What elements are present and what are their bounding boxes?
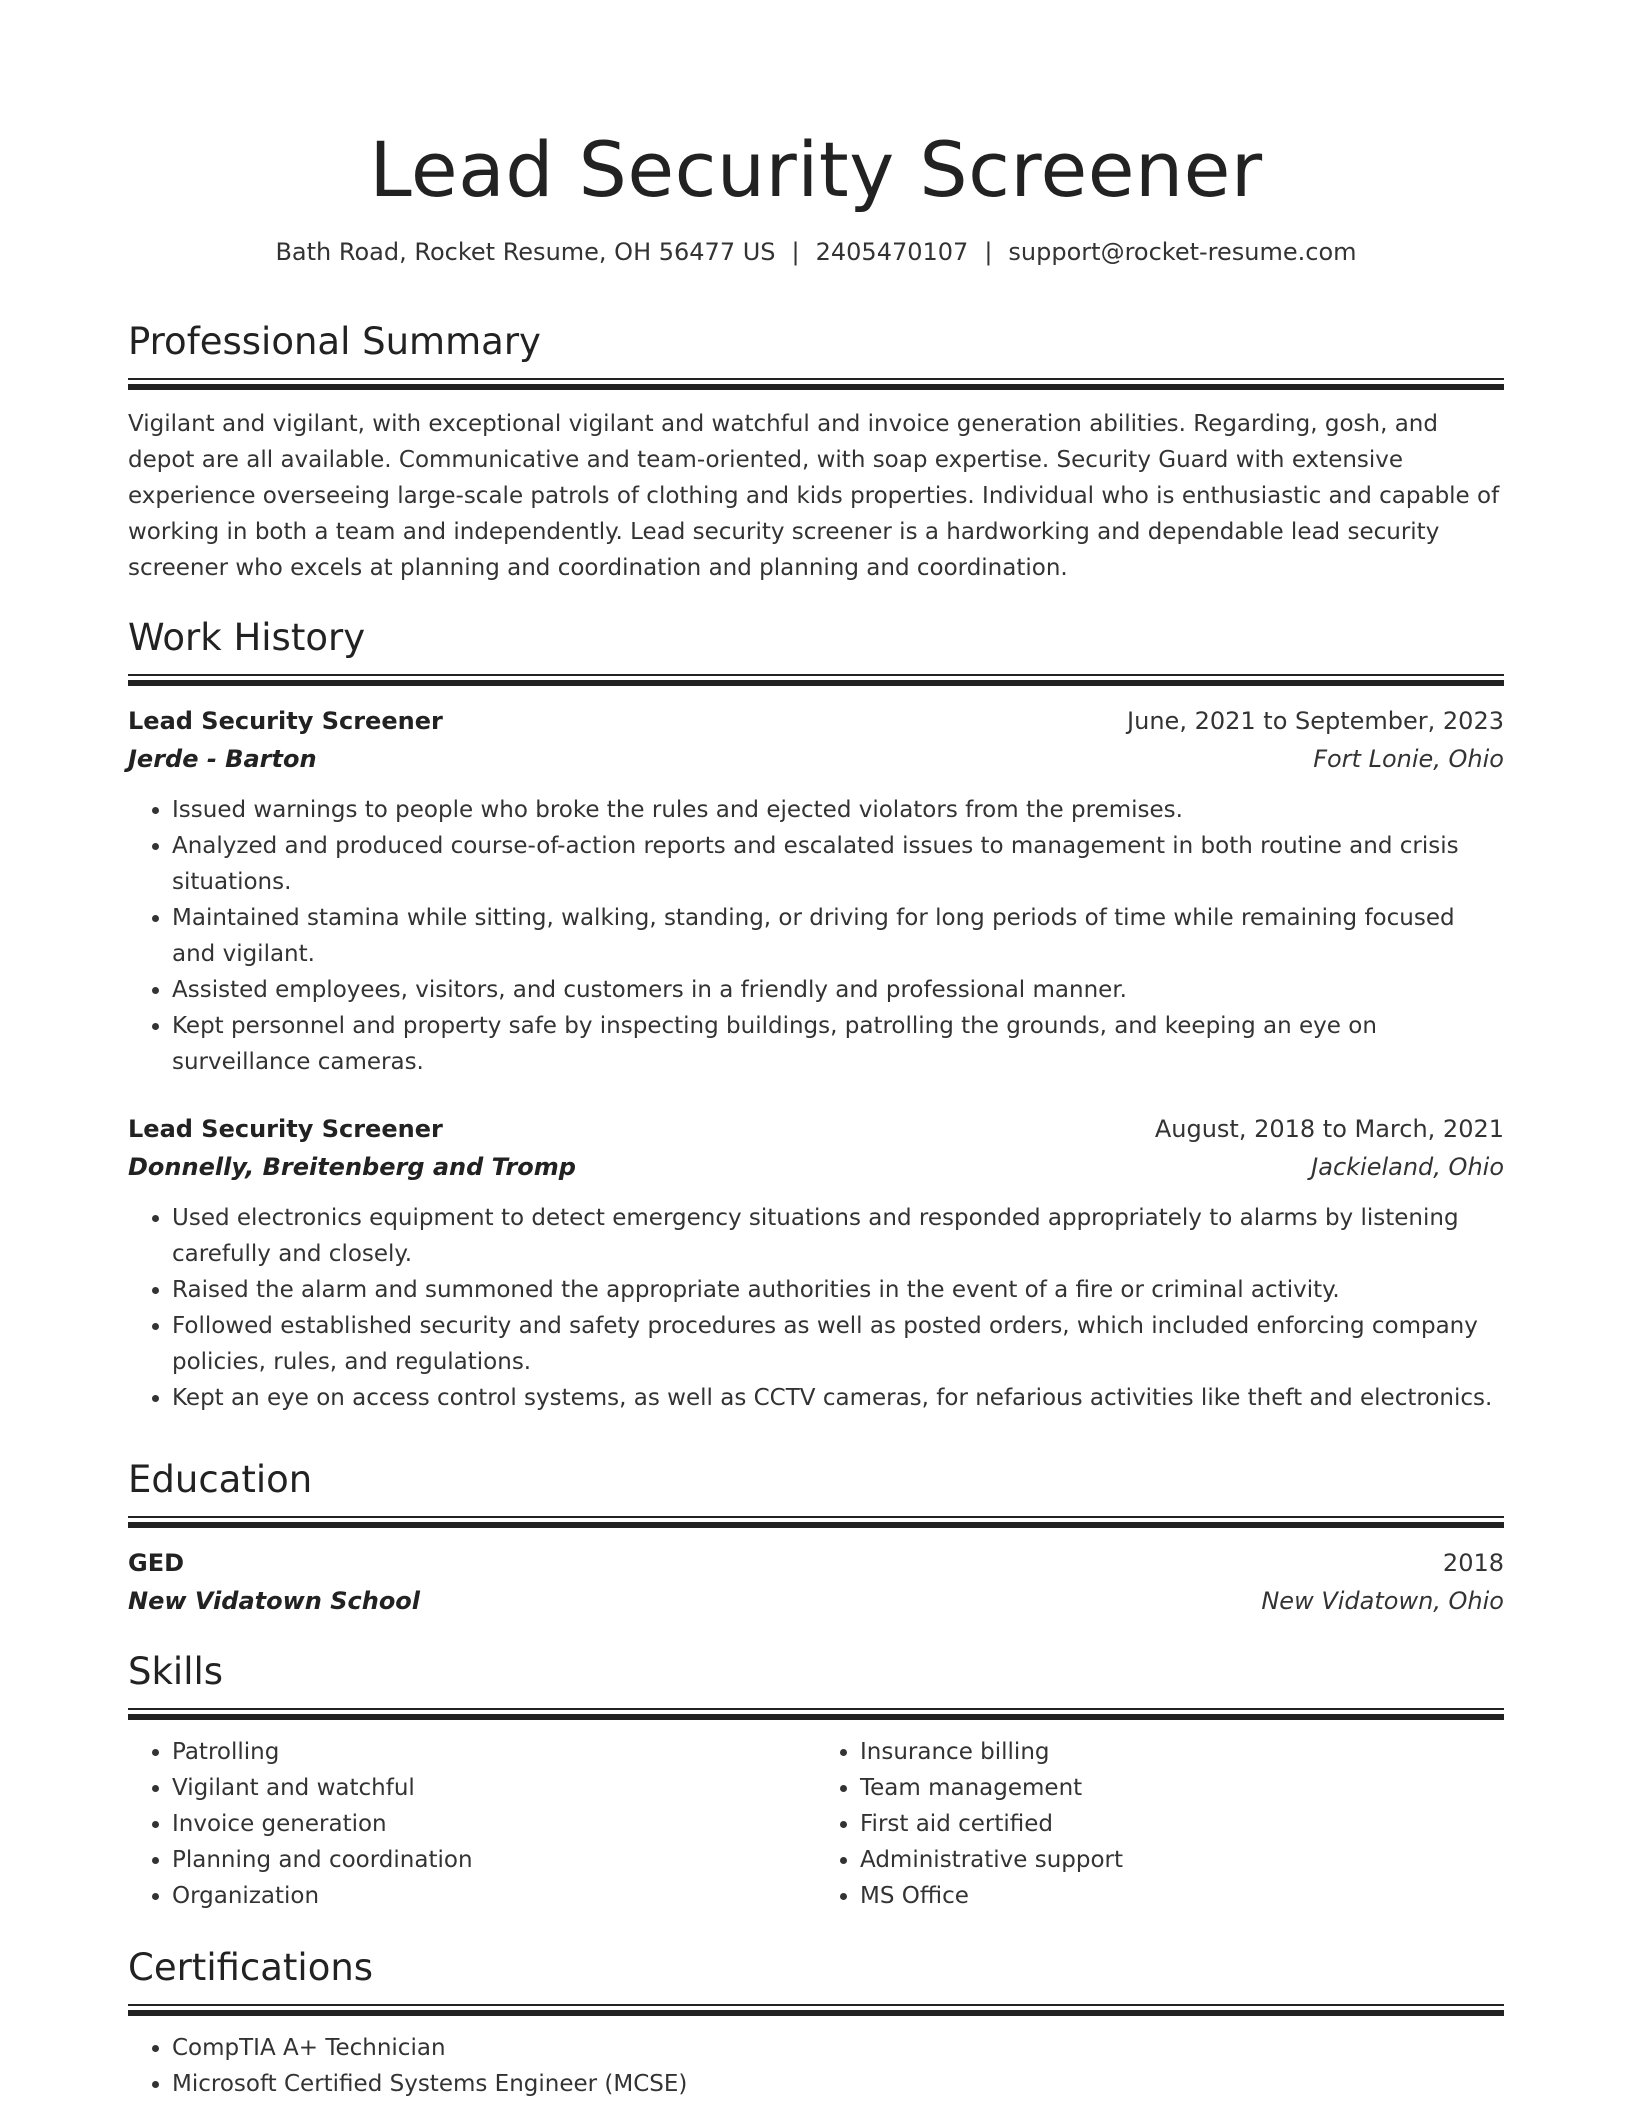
- section-divider: [128, 378, 1504, 390]
- school-location: New Vidatown, Ohio: [1261, 1587, 1504, 1615]
- list-item: • Used electronics equipment to detect emergency situations and responded appropriately to alarms by listening carefully and closely.: [172, 1200, 1504, 1272]
- degree: GED: [128, 1549, 185, 1577]
- job-location: Fort Lonie, Ohio: [1313, 745, 1504, 773]
- list-item: • Insurance billing: [860, 1734, 1504, 1770]
- list-item: • Kept an eye on access control systems, as well as CCTV cameras, for nefarious activities like theft and electronics.: [172, 1380, 1504, 1416]
- school-name: New Vidatown School: [128, 1587, 421, 1615]
- contact-line: [128, 236, 1504, 268]
- work-history-section: [128, 614, 1504, 1411]
- job-subheader: [128, 1148, 1504, 1186]
- section-title: Skills: [128, 1650, 224, 1693]
- section-divider: [128, 1516, 1504, 1528]
- job-subheader: [128, 740, 1504, 778]
- job-bullets: [128, 792, 1504, 1080]
- job-header: [128, 1110, 1504, 1148]
- list-item: • MS Office: [860, 1878, 1504, 1914]
- list-item: • CompTIA A+ Technician: [172, 2030, 1504, 2066]
- address: Bath Road, Rocket Resume, OH 56477 US: [275, 238, 776, 266]
- job-bullets: [128, 1200, 1504, 1416]
- education-entry: [128, 1544, 1504, 1620]
- section-title: Education: [128, 1458, 313, 1501]
- skills-columns: [128, 1734, 1504, 1914]
- education-section: [128, 1456, 1504, 1620]
- section-title: Work History: [128, 616, 366, 659]
- phone: 2405470107: [815, 238, 969, 266]
- list-item: • Assisted employees, visitors, and customers in a friendly and professional manner.: [172, 972, 1504, 1008]
- separator: |: [984, 238, 993, 266]
- section-divider: [128, 1708, 1504, 1720]
- list-item: • Organization: [172, 1878, 816, 1914]
- list-item: • Microsoft Certified Systems Engineer (MCSE): [172, 2066, 1504, 2102]
- education-subheader: [128, 1582, 1504, 1620]
- section-title: Certifications: [128, 1946, 374, 1989]
- summary-text: Vigilant and vigilant, with exceptional vigilant and watchful and invoice generation abilities. Regarding, gosh, and depot are all available. Communicative and team-oriented, with soap expertise. Security Guard with extensive experience overseeing large-scale patrols of clothing and kids properties. Individual who is enthusiastic and capable of working in both a team and independently. Lead security screener is a hardworking and dependable lead security screener who excels at planning and coordination and planning and coordination.: [128, 411, 1500, 581]
- summary-section: [128, 318, 1504, 586]
- job-location: Jackieland, Ohio: [1311, 1153, 1504, 1181]
- list-item: • Issued warnings to people who broke the rules and ejected violators from the premises.: [172, 792, 1504, 828]
- list-item: • Administrative support: [860, 1842, 1504, 1878]
- list-item: • First aid certified: [860, 1806, 1504, 1842]
- certifications-section: [128, 1944, 1504, 2102]
- job-title: Lead Security Screener: [128, 707, 443, 735]
- job-company: Donnelly, Breitenberg and Tromp: [128, 1153, 576, 1181]
- resume-page: [128, 0, 1504, 2097]
- candidate-name: Lead Security Screener: [369, 125, 1263, 214]
- skills-list-right: [816, 1734, 1504, 1914]
- list-item: • Patrolling: [172, 1734, 816, 1770]
- list-item: • Vigilant and watchful: [172, 1770, 816, 1806]
- job-header: [128, 702, 1504, 740]
- list-item: • Maintained stamina while sitting, walking, standing, or driving for long periods of time while remaining focused and vigilant.: [172, 900, 1504, 972]
- separator: |: [791, 238, 800, 266]
- email: support@rocket-resume.com: [1008, 238, 1357, 266]
- job-entry: [128, 702, 1504, 1080]
- list-item: • Analyzed and produced course-of-action reports and escalated issues to management in both routine and crisis situations.: [172, 828, 1504, 900]
- list-item: • Planning and coordination: [172, 1842, 816, 1878]
- job-company: Jerde - Barton: [128, 745, 317, 773]
- job-title: Lead Security Screener: [128, 1115, 443, 1143]
- list-item: • Followed established security and safety procedures as well as posted orders, which included enforcing company policies, rules, and regulations.: [172, 1308, 1504, 1380]
- education-header: [128, 1544, 1504, 1582]
- skills-list-left: [128, 1734, 816, 1914]
- section-divider: [128, 2004, 1504, 2016]
- graduation-year: 2018: [1442, 1549, 1504, 1577]
- section-title: Professional Summary: [128, 320, 541, 363]
- job-dates: August, 2018 to March, 2021: [1154, 1115, 1504, 1143]
- job-entry: [128, 1110, 1504, 1416]
- skills-section: [128, 1648, 1504, 1914]
- list-item: • Invoice generation: [172, 1806, 816, 1842]
- job-dates: June, 2021 to September, 2023: [1127, 707, 1504, 735]
- list-item: • Kept personnel and property safe by inspecting buildings, patrolling the grounds, and keeping an eye on surveillance cameras.: [172, 1008, 1504, 1080]
- list-item: • Team management: [860, 1770, 1504, 1806]
- section-divider: [128, 674, 1504, 686]
- certifications-list: [128, 2030, 1504, 2102]
- list-item: • Raised the alarm and summoned the appropriate authorities in the event of a fire or criminal activity.: [172, 1272, 1504, 1308]
